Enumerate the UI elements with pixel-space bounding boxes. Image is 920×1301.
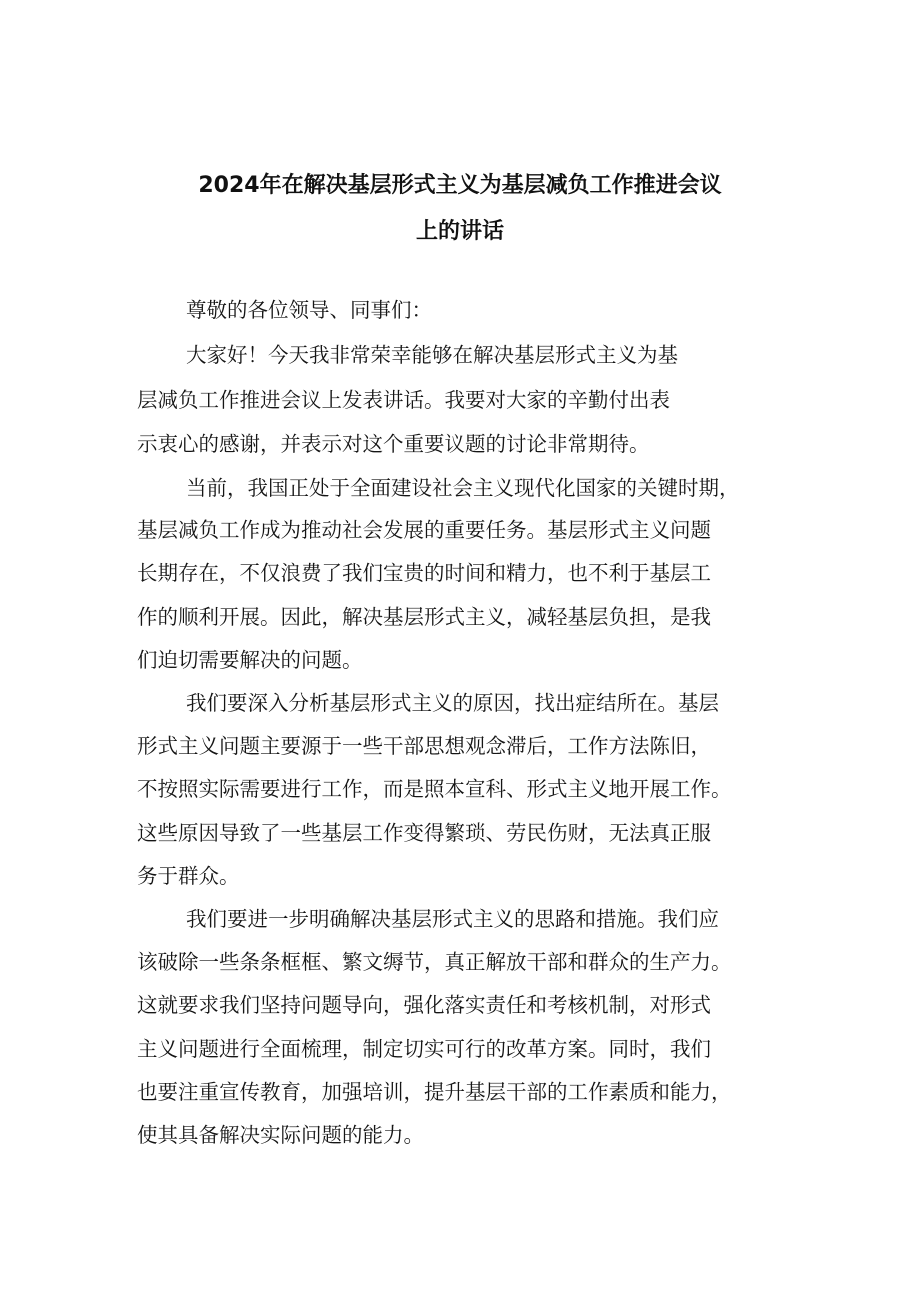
body-line: 示衷心的感谢，并表示对这个重要议题的讨论非常期待。 [137,432,650,456]
body-line: 当前，我国正处于全面建设社会主义现代化国家的关键时期， [186,476,740,500]
body-line: 基层减负工作成为推动社会发展的重要任务。基层形式主义问题 [137,518,711,542]
body-line: 该破除一些条条框框、繁文缛节，真正解放干部和群众的生产力。 [137,950,732,974]
body-line: 主义问题进行全面梳理，制定切实可行的改革方案。同时，我们 [137,1037,711,1061]
body-line: 层减负工作推进会议上发表讲话。我要对大家的辛勤付出表 [137,388,670,412]
body-line: 形式主义问题主要源于一些干部思想观念滞后，工作方法陈旧， [137,734,711,758]
body-line: 我们要进一步明确解决基层形式主义的思路和措施。我们应 [186,907,719,931]
body-line: 也要注重宣传教育，加强培训，提升基层干部的工作素质和能力， [137,1080,732,1104]
body-line: 使其具备解决实际问题的能力。 [137,1123,424,1147]
body-line: 不按照实际需要进行工作，而是照本宣科、形式主义地开展工作。 [137,777,732,801]
body-line: 这些原因导致了一些基层工作变得繁琐、劳民伤财，无法真正服 [137,821,711,845]
body-line: 尊敬的各位领导、同事们： [186,298,432,322]
body-line: 这就要求我们坚持问题导向，强化落实责任和考核机制，对形式 [137,993,711,1017]
body-line: 长期存在，不仅浪费了我们宝贵的时间和精力，也不利于基层工 [137,561,711,585]
body-line: 我们要深入分析基层形式主义的原因，找出症结所在。基层 [186,691,719,715]
body-line: 们迫切需要解决的问题。 [137,648,363,672]
document-title-line-2: 上的讲话 [415,219,504,244]
body-line: 大家好！今天我非常荣幸能够在解决基层形式主义为基 [186,343,678,367]
body-line: 务于群众。 [137,864,240,888]
body-line: 作的顺利开展。因此，解决基层形式主义，减轻基层负担，是我 [137,605,711,629]
document-title-line-1: 2024年在解决基层形式主义为基层减负工作推进会议 [198,173,722,198]
